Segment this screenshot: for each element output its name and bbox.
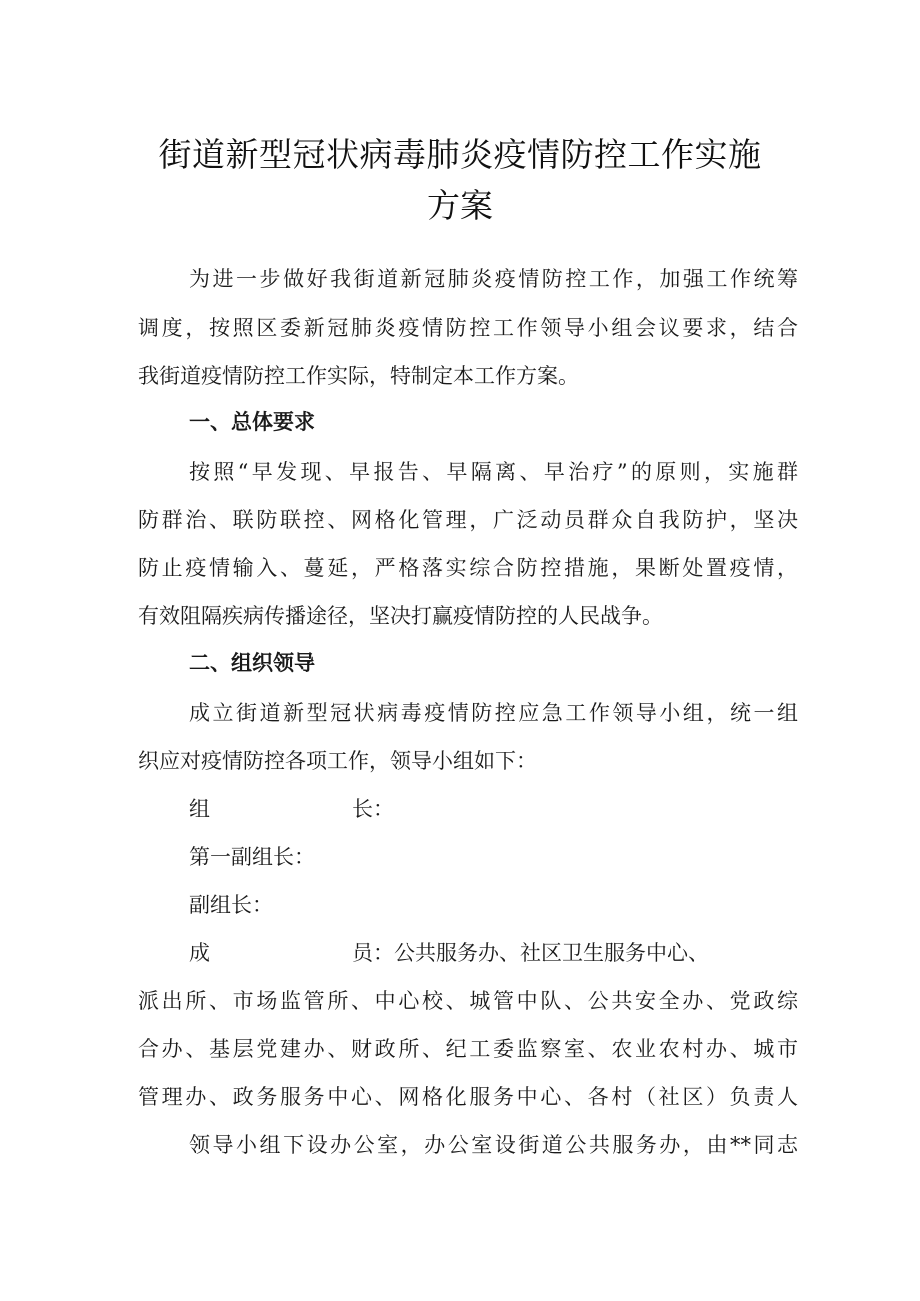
role-members <box>189 938 709 968</box>
document-title-line1: 街道新型冠状病毒肺炎疫情防控工作实施 <box>158 135 762 174</box>
section2-line-1: 成立街道新型冠状病毒疫情防控应急工作领导小组，统一组 <box>189 701 798 725</box>
section1-line-4: 有效阻隔疾病传播途径，坚决打赢疫情防控的人民战争。 <box>138 604 663 628</box>
role-members-label-b: 员：公共服务办、社区卫生服务中心、 <box>352 941 709 965</box>
intro-line-2: 调度，按照区委新冠肺炎疫情防控工作领导小组会议要求，结合 <box>138 316 798 340</box>
role-deputy: 副组长： <box>189 893 273 917</box>
members-line-1: 派出所、市场监管所、中心校、城管中队、公共安全办、党政综 <box>138 989 798 1013</box>
role-leader <box>189 794 394 824</box>
office-line: 领导小组下设办公室，办公室设街道公共服务办，由**同志 <box>189 1133 798 1157</box>
document-title-line2: 方案 <box>427 186 493 225</box>
role-leader-label-a: 组 <box>189 797 210 821</box>
section1-line-1: 按照“早发现、早报告、早隔离、早治疗”的原则，实施群 <box>189 460 798 484</box>
members-line-3: 管理办、政务服务中心、网格化服务中心、各村（社区）负责人 <box>138 1085 798 1109</box>
section2-line-2: 织应对疫情防控各项工作，领导小组如下： <box>138 749 537 773</box>
section1-line-2: 防群治、联防联控、网格化管理，广泛动员群众自我防护，坚决 <box>138 508 798 532</box>
members-line-2: 合办、基层党建办、财政所、纪工委监察室、农业农村办、城市 <box>138 1037 798 1061</box>
section1-heading: 一、总体要求 <box>189 410 315 434</box>
role-members-label-a: 成 <box>189 941 210 965</box>
intro-line-3: 我街道疫情防控工作实际，特制定本工作方案。 <box>138 364 579 388</box>
section2-heading: 二、组织领导 <box>189 651 315 675</box>
section1-line-3: 防止疫情输入、蔓延，严格落实综合防控措施，果断处置疫情， <box>138 556 798 580</box>
role-first-deputy: 第一副组长： <box>189 845 315 869</box>
intro-line-1: 为进一步做好我街道新冠肺炎疫情防控工作，加强工作统筹 <box>189 267 798 291</box>
role-leader-label-b: 长： <box>352 797 394 821</box>
